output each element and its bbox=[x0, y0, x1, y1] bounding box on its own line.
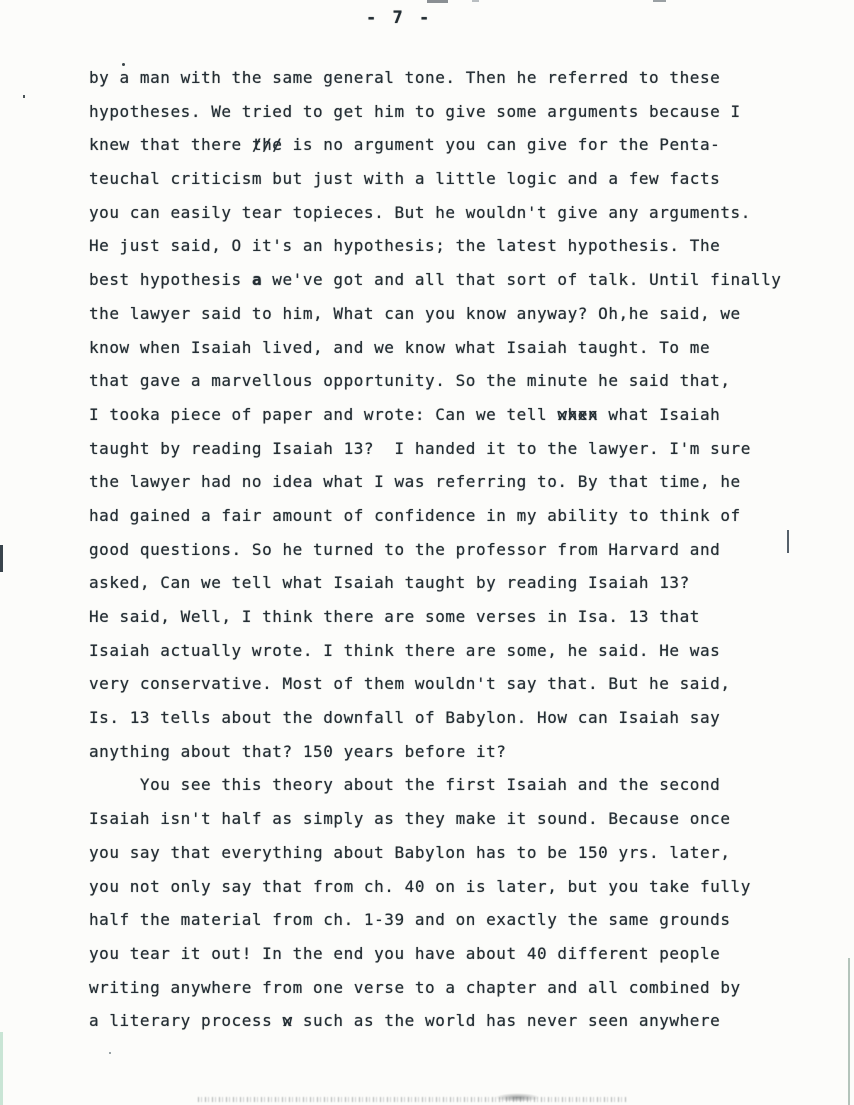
scan-artifact bbox=[848, 958, 850, 1105]
struck-word: when xxxx bbox=[557, 398, 598, 432]
text-line: half the material from ch. 1-39 and on exactly the same grounds bbox=[89, 910, 731, 930]
scan-artifact bbox=[472, 0, 479, 2]
scan-artifact bbox=[787, 530, 789, 553]
text-line: asked, Can we tell what Isaiah taught by reading Isaiah 13? bbox=[89, 573, 690, 593]
text-line: good questions. So he turned to the professor from Harvard and bbox=[89, 539, 721, 559]
text-line: taught by reading Isaiah 13? I handed it to the lawyer. I'm sure bbox=[89, 438, 751, 458]
scan-artifact bbox=[0, 545, 3, 572]
scan-artifact bbox=[109, 1052, 111, 1054]
text-line: anything about that? 150 years before it? bbox=[89, 741, 507, 761]
text-line: a literary process w x such as the world has never seen anywhere bbox=[89, 1004, 781, 1038]
text-line: He said, Well, I think there are some verses in Isa. 13 that bbox=[89, 607, 700, 626]
scan-artifact bbox=[653, 0, 666, 2]
text-line: writing anywhere from one verse to a chapter and all combined by bbox=[89, 977, 741, 997]
text-line: know when Isaiah lived, and we know what Isaiah taught. To me bbox=[89, 337, 711, 357]
text-line: you say that everything about Babylon has to be 150 yrs. later, bbox=[89, 842, 731, 862]
text-line: Isaiah actually wrote. I think there are some, he said. He was bbox=[89, 640, 721, 660]
text-line: that gave a marvellous opportunity. So the minute he said that, bbox=[89, 371, 731, 391]
scan-artifact bbox=[427, 0, 448, 3]
scan-artifact bbox=[198, 1097, 628, 1102]
text-line: the lawyer said to him, What can you know anyway? Oh,he said, we bbox=[89, 303, 741, 323]
text-line: knew that there the /// is no argument you can give for the Penta- bbox=[89, 128, 781, 162]
text-line: you not only say that from ch. 40 on is later, but you take fully bbox=[89, 876, 751, 896]
struck-letter: w x bbox=[282, 1004, 292, 1038]
text-line: Isaiah isn't half as simply as they make it sound. Because once bbox=[89, 809, 731, 829]
overtyped-letter: a bbox=[251, 270, 263, 290]
struck-word: the /// bbox=[252, 128, 283, 162]
text-line: Is. 13 tells about the downfall of Babylon. How can Isaiah say bbox=[89, 708, 721, 728]
scan-artifact bbox=[23, 95, 25, 98]
text-line: teuchal criticism but just with a little logic and a few facts bbox=[89, 169, 721, 189]
scan-artifact bbox=[495, 1093, 540, 1102]
text-line: hypotheses. We tried to get him to give some arguments because I bbox=[89, 101, 741, 121]
text-line: the lawyer had no idea what I was referring to. By that time, he bbox=[89, 472, 741, 492]
text-line: had gained a fair amount of confidence in my ability to think of bbox=[89, 505, 741, 525]
text-line: very conservative. Most of them wouldn't say that. But he said, bbox=[89, 674, 731, 694]
text-line: you can easily tear topieces. But he wouldn't give any arguments. bbox=[89, 202, 751, 222]
text-line: you tear it out! In the end you have about 40 different people bbox=[89, 943, 721, 963]
typewritten-text bbox=[89, 61, 781, 1038]
text-line: by a man with the same general tone. Then he referred to these bbox=[89, 68, 721, 87]
scan-artifact bbox=[0, 1032, 3, 1105]
text-line: He just said, O it's an hypothesis; the latest hypothesis. The bbox=[89, 236, 721, 256]
text-line: You see this theory about the first Isaiah and the second bbox=[89, 775, 721, 795]
text-line: best hypothesis a we've got and all that sort of talk. Until finally bbox=[89, 263, 781, 297]
page-number: - 7 - bbox=[366, 8, 433, 28]
text-line: I tooka piece of paper and wrote: Can we tell when xxxx what Isaiah bbox=[89, 398, 781, 432]
